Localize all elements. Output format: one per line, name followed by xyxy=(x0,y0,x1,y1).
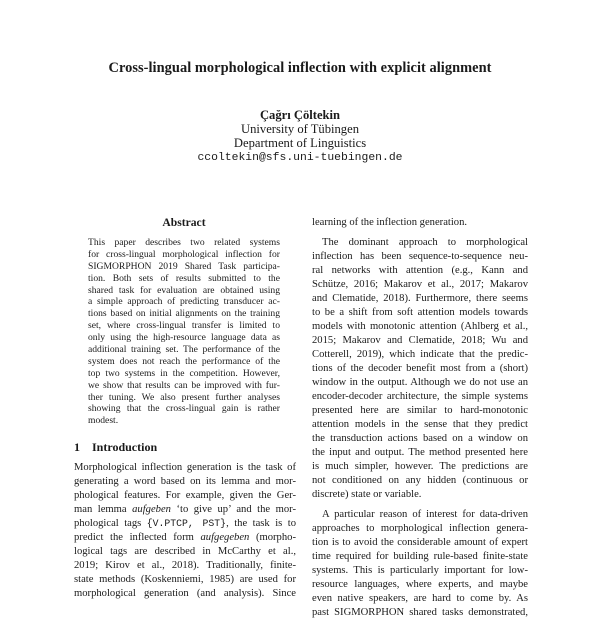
body-line: time required for building rule-based finite-state xyxy=(312,551,528,562)
body-line: the transduction actions based on a window on xyxy=(312,433,528,444)
body-line: and Clematide, 2018). Furthermore, there seems xyxy=(312,293,528,304)
body-line: is much simpler, however. The predictions are xyxy=(312,461,528,472)
section-heading-introduction xyxy=(74,440,157,455)
body-line: discrete) state or variable. xyxy=(312,489,422,500)
body-line xyxy=(74,517,296,531)
body-line: Schütze, 2016; Makarov et al., 2017; Makarov xyxy=(312,279,528,290)
body-line: Cotterell, 2019), which indicate that the predic- xyxy=(312,349,528,360)
body-line: window in the output. Although we do not use an xyxy=(312,377,528,388)
abstract-line: ther tuning. We also present further analyses xyxy=(88,391,280,403)
section-number: 1 xyxy=(74,440,80,454)
body-line: systems. This is particularly important for low- xyxy=(312,565,528,576)
author-email: ccoltekin@sfs.uni-tuebingen.de xyxy=(197,152,403,164)
body-line: inflection has been sequence-to-sequence neu- xyxy=(312,251,528,262)
body-line: state methods (Koskenniemi, 1985) are used for xyxy=(74,574,296,585)
body-line: The dominant approach to morphological xyxy=(322,237,528,248)
abstract-line: top two systems in the competition. However, xyxy=(88,367,280,379)
abstract-line: additional training set. The performance of the xyxy=(88,344,280,356)
body-line xyxy=(74,531,296,545)
paper-title: Cross-lingual morphological inflection with explicit alignment xyxy=(108,60,492,76)
body-text: ‘to give up’ and the mor- xyxy=(170,504,296,515)
body-line: the input and output. The method presented here xyxy=(312,447,528,458)
author-affiliation-university: University of Tübingen xyxy=(241,122,359,136)
example-lemma: aufgeben xyxy=(132,504,171,515)
body-line: A particular reason of interest for data-driven xyxy=(322,509,528,520)
abstract-line: only using the high-resource language data as xyxy=(88,332,280,344)
morph-tags: {V.PTCP, PST} xyxy=(146,518,227,529)
body-line: morphological generation (and analysis). Since xyxy=(74,588,296,599)
author-affiliation-department: Department of Linguistics xyxy=(233,136,367,150)
body-text: predict the inflected form xyxy=(74,532,201,543)
body-line: not conditioned on any hidden (continuous or xyxy=(312,475,528,486)
body-line: to be a shift from soft attention models towards xyxy=(312,307,528,318)
author-name: Çağrı Çöltekin xyxy=(259,108,341,122)
abstract-line: we show that results can be improved with fur- xyxy=(88,379,280,391)
body-line: learning of the inflection generation. xyxy=(312,217,468,228)
body-line xyxy=(74,503,296,517)
abstract-line: a simple approach of predicting transducer ac- xyxy=(88,296,280,308)
body-line: attention models in the sense that they predict xyxy=(312,419,528,430)
example-inflected-form: aufgegeben xyxy=(200,532,250,543)
section-title: Introduction xyxy=(92,440,158,454)
abstract-body xyxy=(88,237,280,427)
body-line: tions of the decoder benefit most from a (short) xyxy=(312,363,528,374)
body-line: generating a word based on its lemma and mor- xyxy=(74,476,296,487)
abstract-line: system does not reach the performance of the xyxy=(88,355,280,367)
abstract-line: set, where cross-lingual transfer is limited to xyxy=(88,320,280,332)
body-text: , the task is to xyxy=(226,518,296,529)
body-line: presented here are similar to hard-monotonic xyxy=(312,405,528,416)
body-line: Morphological inflection generation is the task of xyxy=(74,462,296,473)
abstract-line: tions based on initial alignments on the training xyxy=(88,308,280,320)
abstract-heading: Abstract xyxy=(162,216,206,229)
body-text: man lemma xyxy=(74,504,133,515)
abstract-line: for cross-lingual morphological inflection for xyxy=(88,248,280,260)
body-line: 2015; Makarov and Clematide, 2018; Wu and xyxy=(312,335,528,346)
body-line: even native speakers, are hard to come by. As xyxy=(312,593,528,604)
body-text: phological tags xyxy=(74,518,147,529)
abstract-line: tion. Both sets of results submitted to the xyxy=(88,272,280,284)
body-line: past SIGMORPHON shared tasks demonstrated, xyxy=(312,607,528,618)
body-line: phological features. For example, given the Ger- xyxy=(74,490,296,501)
abstract-line: This paper describes two related systems xyxy=(88,237,280,248)
introduction-body xyxy=(74,461,296,601)
body-line: encoder-decoder architecture, the simple systems xyxy=(312,391,528,402)
body-line: resource languages, where experts, and maybe xyxy=(312,579,528,590)
body-line: tion is to avoid the considerable amount of expert xyxy=(312,537,528,548)
abstract-line: modest. xyxy=(88,415,119,427)
body-line: 2019; Kirov et al., 2018). Traditionally, finite- xyxy=(74,560,296,571)
body-text: (morpho- xyxy=(249,532,296,543)
body-line: models with monotonic attention (Ahlberg et al., xyxy=(312,321,528,332)
body-line: logical tags are described in McCarthy et al., xyxy=(74,546,296,557)
abstract-line: showing that the cross-lingual gain is rather xyxy=(88,403,280,415)
abstract-line: shared task for evaluation are obtained using xyxy=(88,284,280,296)
body-line: approaches to morphological inflection genera- xyxy=(312,523,528,534)
body-line: ral networks with attention (e.g., Kann and xyxy=(312,265,528,276)
abstract-line: SIGMORPHON 2019 Shared Task participa- xyxy=(88,260,280,272)
right-column-body xyxy=(312,216,528,620)
